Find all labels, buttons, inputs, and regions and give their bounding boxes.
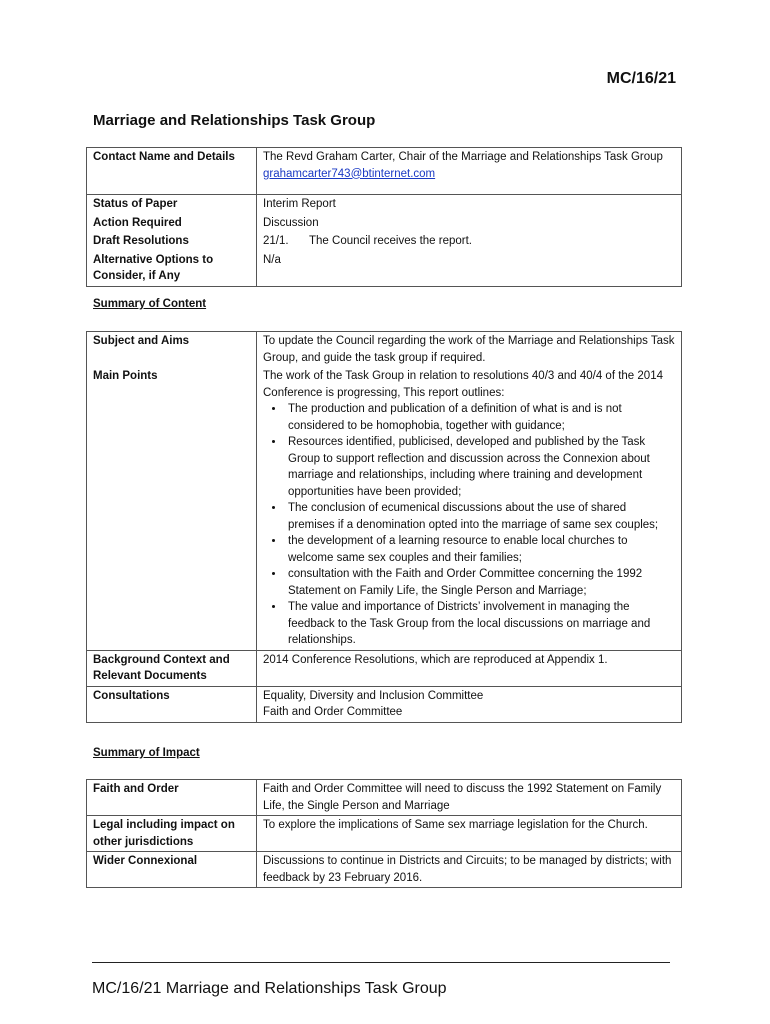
contact-details — [257, 148, 682, 195]
consultations-value — [257, 686, 682, 722]
legal-label: Legal including impact on other jurisdictions — [87, 816, 257, 852]
main-points-label: Main Points — [87, 367, 257, 650]
list-item: • The production and publication of a definition of what is and is not considered to be homophobia, together with guidance; — [285, 401, 675, 434]
list-item: • the development of a learning resource to enable local churches to welcome same sex couples and their families; — [285, 533, 675, 566]
document-reference: MC/16/21 — [606, 70, 676, 87]
alternatives-label: Alternative Options to Consider, if Any — [87, 251, 257, 287]
summary-content-table — [86, 331, 682, 723]
contact-label: Contact Name and Details — [87, 148, 257, 195]
document-title: Marriage and Relationships Task Group — [93, 112, 376, 129]
contact-email-link[interactable]: grahamcarter743@btinternet.com — [263, 167, 436, 180]
footer-rule — [92, 962, 670, 963]
main-points-cell — [257, 367, 682, 650]
status-label: Status of Paper — [87, 195, 257, 214]
consultation-item: Equality, Diversity and Inclusion Committee — [263, 689, 484, 702]
summary-impact-heading: Summary of Impact — [93, 747, 200, 759]
faith-text: Faith and Order Committee will need to discuss the 1992 Statement on Family Life, the Single Person and Marriage — [257, 780, 682, 816]
status-value: Interim Report — [257, 195, 682, 214]
draft-number: 21/1. — [263, 235, 289, 247]
contact-row — [87, 148, 682, 195]
action-row — [87, 214, 682, 233]
subject-text: To update the Council regarding the work of the Marriage and Relationships Task Group, and guide the task group if required. — [257, 332, 682, 368]
status-row — [87, 195, 682, 214]
action-label: Action Required — [87, 214, 257, 233]
main-points-row — [87, 367, 682, 650]
draft-row — [87, 232, 682, 251]
legal-text: To explore the implications of Same sex marriage legislation for the Church. — [257, 816, 682, 852]
main-points-list — [263, 401, 675, 649]
action-value: Discussion — [257, 214, 682, 233]
main-points-intro: The work of the Task Group in relation to resolutions 40/3 and 40/4 of the 2014 Conference is progressing, This report outlines: — [263, 370, 663, 399]
list-item: • The conclusion of ecumenical discussions about the use of shared premises if a denomination opted into the marriage of same sex couples; — [285, 500, 675, 533]
details-table — [86, 147, 682, 287]
faith-row — [87, 780, 682, 816]
alternatives-value: N/a — [257, 251, 682, 287]
alternatives-row — [87, 251, 682, 287]
wider-text: Discussions to continue in Districts and Circuits; to be managed by districts; with feedback by 23 February 2016. — [257, 852, 682, 888]
summary-impact-table — [86, 779, 682, 888]
background-label: Background Context and Relevant Documents — [87, 650, 257, 686]
subject-row — [87, 332, 682, 368]
background-row — [87, 650, 682, 686]
legal-row — [87, 816, 682, 852]
draft-text: The Council receives the report. — [309, 235, 472, 247]
wider-row — [87, 852, 682, 888]
contact-text: The Revd Graham Carter, Chair of the Marriage and Relationships Task Group — [263, 151, 663, 163]
list-item: • consultation with the Faith and Order Committee concerning the 1992 Statement on Family Life, the Single Person and Marriage; — [285, 566, 675, 599]
consultations-row — [87, 686, 682, 722]
draft-label: Draft Resolutions — [87, 232, 257, 251]
draft-resolution — [257, 232, 682, 251]
consultations-label: Consultations — [87, 686, 257, 722]
summary-content-heading: Summary of Content — [93, 298, 207, 310]
footer-text: MC/16/21 Marriage and Relationships Task Group — [92, 980, 447, 997]
list-item: • The value and importance of Districts’ involvement in managing the feedback to the Task Group from the local discussions on marriage and relationships. — [285, 599, 675, 649]
list-item: • Resources identified, publicised, developed and published by the Task Group to support reflection and discussion across the Connexion about marriage and relationships, including where training and development opportunities have been provided; — [285, 434, 675, 500]
subject-label: Subject and Aims — [87, 332, 257, 368]
background-text: 2014 Conference Resolutions, which are reproduced at Appendix 1. — [257, 650, 682, 686]
consultation-item: Faith and Order Committee — [263, 706, 403, 718]
faith-label: Faith and Order — [87, 780, 257, 816]
wider-label: Wider Connexional — [87, 852, 257, 888]
